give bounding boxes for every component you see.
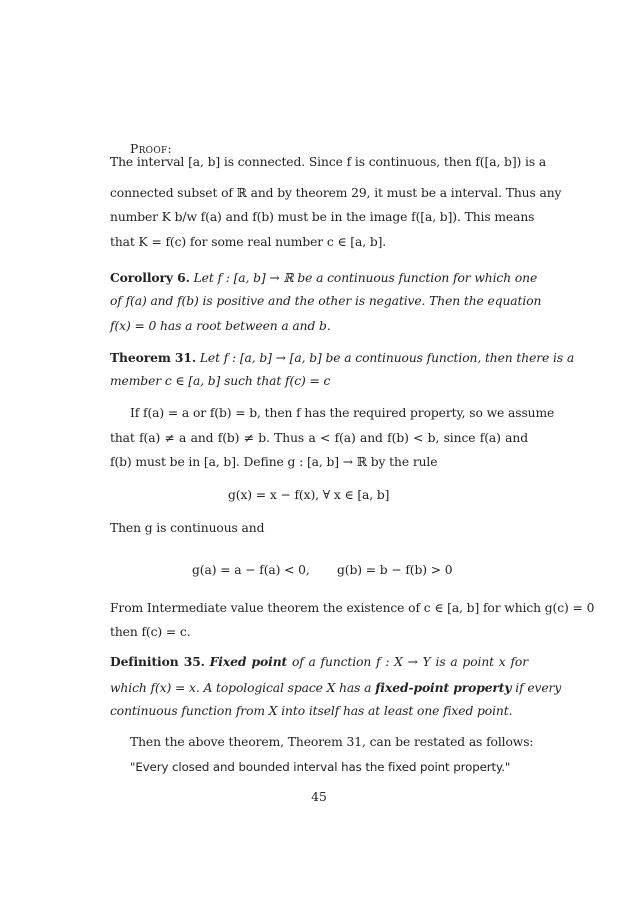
definition-text-2: which f(x) = x. A topological space X has a [110, 681, 372, 695]
definition-line-2 [110, 680, 562, 695]
equation-g-b: g(b) = b − f(b) > 0 [337, 563, 453, 577]
proof-line-1: The interval [a, b] is connected. Since f is continuous, then f([a, b]) is a [110, 155, 547, 169]
argument-line-3: f(b) must be in [a, b]. Define g : [a, b] → ℝ by the rule [110, 455, 438, 469]
definition-term: Fixed point [209, 654, 288, 669]
corollary-line-1 [110, 270, 538, 285]
definition-text-3: if every [515, 681, 562, 695]
equation-g-definition: g(x) = x − f(x), ∀ x ∈ [a, b] [228, 488, 390, 502]
definition-line-3: continuous function from X into itself has at least one fixed point. [110, 704, 513, 718]
corollary-label: Corollory 6. [110, 270, 190, 285]
ivt-line-1: From Intermediate value theorem the existence of c ∈ [a, b] for which g(c) = 0 [110, 601, 595, 615]
argument-line-1: If f(a) = a or f(b) = b, then f has the required property, so we assume [130, 406, 555, 420]
theorem-line-2: member c ∈ [a, b] such that f(c) = c [110, 374, 331, 388]
proof-line-2: connected subset of ℝ and by theorem 29, it must be a interval. Thus any [110, 186, 562, 200]
corollary-line-2: of f(a) and f(b) is positive and the other is negative. Then the equation [110, 294, 542, 308]
restate-line: Then the above theorem, Theorem 31, can be restated as follows: [130, 735, 534, 749]
page-number: 45 [311, 790, 327, 804]
definition-line-1 [110, 654, 528, 669]
theorem-line-1 [110, 350, 575, 365]
theorem-text-1: Let f : [a, b] → [a, b] be a continuous function, then there is a [199, 351, 575, 365]
definition-text-1: of a function f : X → Y is a point x for [291, 655, 528, 669]
proof-line-3: number K b/w f(a) and f(b) must be in the image f([a, b]). This means [110, 210, 535, 224]
proof-line-4: that K = f(c) for some real number c ∈ [a, b]. [110, 235, 387, 249]
definition-term-2: fixed-point property [375, 680, 512, 695]
definition-label: Definition 35. [110, 654, 205, 669]
ivt-line-2: then f(c) = c. [110, 625, 191, 639]
theorem-label: Theorem 31. [110, 350, 197, 365]
corollary-line-3: f(x) = 0 has a root between a and b. [110, 319, 331, 333]
fixed-point-quote: "Every closed and bounded interval has the fixed point property." [130, 760, 511, 774]
proof-heading: Proof: [130, 142, 172, 156]
equation-g-a: g(a) = a − f(a) < 0, [192, 563, 310, 577]
corollary-text-1: Let f : [a, b] → ℝ be a continuous function for which one [193, 271, 538, 285]
argument-line-2: that f(a) ≠ a and f(b) ≠ b. Thus a < f(a) and f(b) < b, since f(a) and [110, 431, 528, 445]
then-continuous-line: Then g is continuous and [110, 521, 265, 535]
